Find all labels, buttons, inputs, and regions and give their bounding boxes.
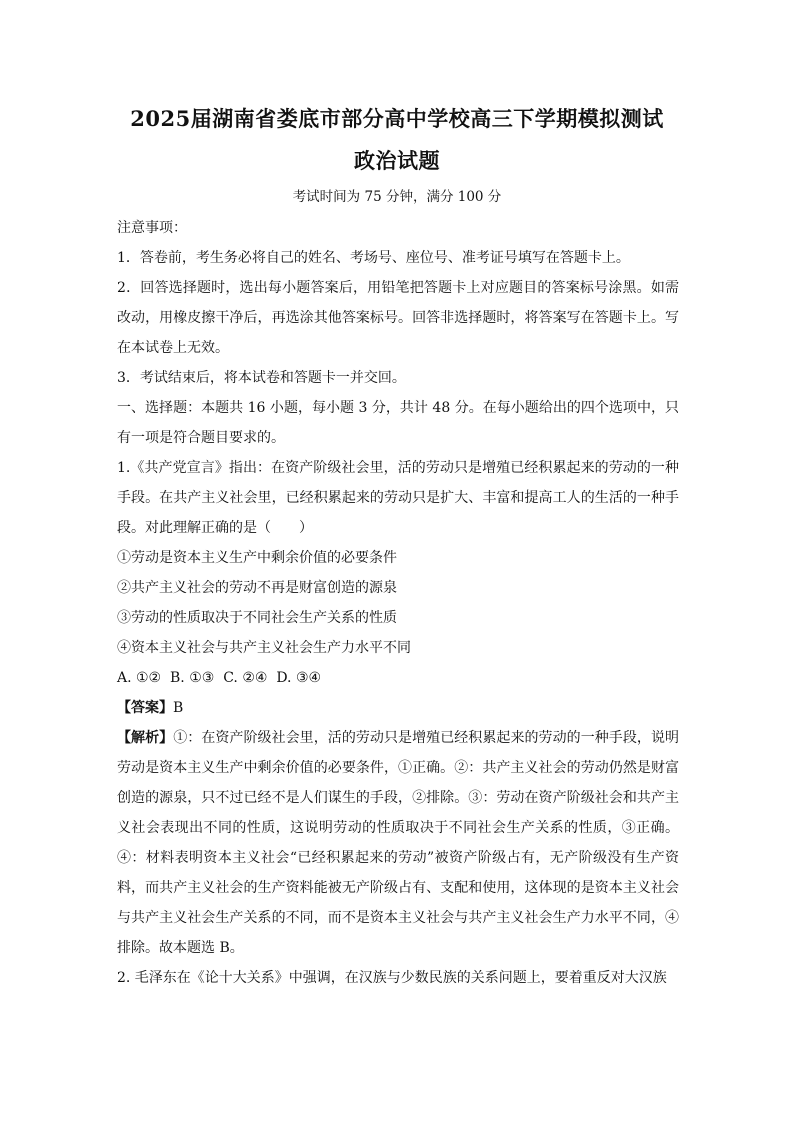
exam-title: 2025届湖南省娄底市部分高中学校高三下学期模拟测试 [130,106,664,131]
question-1-options: A. ①② B. ①③ C. ②④ D. ③④ [117,670,322,686]
question-1-answer [117,693,679,723]
analysis-label: 【解析】 [117,730,174,746]
answer-label: 【答案】 [117,700,173,716]
notice-item-2: 2．回答选择题时，选出每小题答案后，用铅笔把答题卡上对应题目的答案标号涂黑。如需改动，用橡皮擦干净后，再选涂其他答案标号。回答非选择题时，将答案写在答题卡上。写在本试卷上无效。 [117,280,679,356]
subject-title: 政治试题 [354,148,440,173]
question-1-statement-4: ④资本主义社会与共产主义社会生产力水平不同 [117,640,411,656]
analysis-text: ①：在资产阶级社会里，活的劳动只是增殖已经积累起来的劳动的一种手段，说明劳动是资本主义生产中剩余价值的必要条件，①正确。②：共产主义社会的劳动仍然是财富创造的源泉，只不过已经不是人们谋生的手段，②排除。③：劳动在资产阶级社会和共产主义社会表现出不同的性质，这说明劳动的性质取决于不同社会生产关系的性质，③正确。④：材料表明资本主义社会“已经积累起来的劳动”被资产阶级占有，无产阶级没有生产资料，而共产主义社会的生产资料能被无产阶级占有、支配和使用，这体现的是资本主义社会与共产主义社会生产关系的不同，而不是资本主义社会与共产主义社会生产力水平不同，④排除。故本题选 B。 [117,730,680,956]
document-body [117,213,679,993]
question-1-statement-1: ①劳动是资本主义生产中剩余价值的必要条件 [117,550,397,566]
question-2-stem: 2. 毛泽东在《论十大关系》中强调，在汉族与少数民族的关系问题上，要着重反对大汉族 [117,970,667,986]
exam-info: 考试时间为 75 分钟，满分 100 分 [292,189,502,205]
question-1-statement-3: ③劳动的性质取决于不同社会生产关系的性质 [117,610,397,626]
answer-value: B [173,700,184,716]
notice-heading: 注意事项： [117,220,187,236]
notice-item-1: 1．答卷前，考生务必将自己的姓名、考场号、座位号、准考证号填写在答题卡上。 [117,250,630,266]
section-heading: 一、选择题：本题共 16 小题，每小题 3 分，共计 48 分。在每小题给出的四个选项中，只有一项是符合题目要求的。 [117,400,679,446]
notice-item-3: 3．考试结束后，将本试卷和答题卡一并交回。 [117,370,406,386]
question-1-statement-2: ②共产主义社会的劳动不再是财富创造的源泉 [117,580,397,596]
question-1-analysis [117,723,679,963]
question-1-stem: 1.《共产党宣言》指出：在资产阶级社会里，活的劳动只是增殖已经积累起来的劳动的一种手段。在共产主义社会里，已经积累起来的劳动只是扩大、丰富和提高工人的生活的一种手段。对此理解正确的是（ ） [117,460,679,536]
